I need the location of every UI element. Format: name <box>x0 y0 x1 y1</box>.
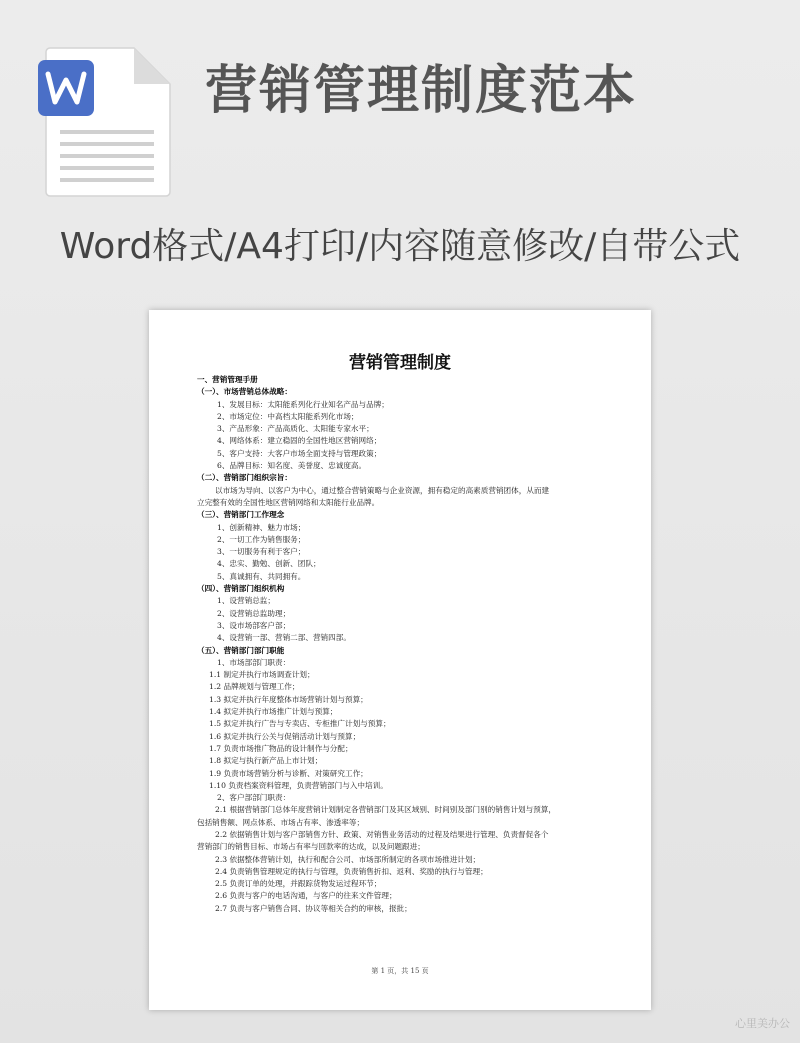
document-line: 3、产品形象：产品高质化、太阳能专家水平； <box>217 424 374 434</box>
section-heading: （四）、营销部门组织机构 <box>197 584 285 594</box>
document-line: 1.5 拟定并执行广告与专卖店、专柜推广计划与预算； <box>209 719 391 729</box>
section-heading: （一）、市场营销总体战略： <box>197 387 292 397</box>
document-line: 立完整有效的全国性地区营销网络和太阳能行业品牌。 <box>197 497 380 507</box>
watermark-text: 心里美办公 <box>735 1017 790 1030</box>
document-line: 2.4 负责销售管理规定的执行与管理，负责销售折扣、返利、奖励的执行与管理； <box>215 866 488 876</box>
document-line: 以市场为导向、以客户为中心，通过整合营销策略与企业资源，拥有稳定的高素质营销团体，从而建 <box>215 485 550 495</box>
document-line: 1、创新精神、魅力市场； <box>217 522 306 532</box>
page-subtitle: Word格式/A4打印/内容随意修改/自带公式 <box>59 226 741 267</box>
document-body <box>197 374 603 915</box>
page-number: 第 1 页，共 15 页 <box>371 967 429 975</box>
document-line: 1.6 拟定并执行公关与促销活动计划与预算； <box>209 731 361 741</box>
document-line: 2.1 根据营销部门总体年度营销计划制定各营销部门及其区域别、时间别及部门别的销售计划与预算， <box>215 805 557 815</box>
document-line: 5、真诚拥有、共同拥有。 <box>217 571 306 581</box>
document-line: 1.3 拟定并执行年度整体市场营销计划与预算； <box>209 694 368 704</box>
document-line: 1.4 拟定并执行市场推广计划与预算； <box>209 707 338 717</box>
document-line: 4、设营销一部、营销二部、营销四部。 <box>217 633 351 643</box>
section-heading: 一、营销管理手册 <box>197 375 258 384</box>
document-line: 3、一切服务有利于客户； <box>217 547 306 557</box>
section-heading: （五）、营销部门部门职能 <box>197 645 285 655</box>
document-line: 5、客户支持：大客户市场全面支持与管理政策； <box>217 448 382 458</box>
section-heading: （三）、营销部门工作理念 <box>197 510 285 520</box>
document-line: 6、品牌目标：知名度、美誉度、忠诚度高。 <box>217 461 367 471</box>
document-line: 营销部门的销售目标、市场占有率与回款率的达成，以及问题跟进； <box>197 842 425 852</box>
document-line: 1.2 品牌规划与管理工作； <box>209 682 300 692</box>
page-headline: 营销管理制度范本 <box>205 61 638 121</box>
document-line: 3、设市场部客户部； <box>217 620 291 630</box>
document-line: 1.1 制定并执行市场调查计划； <box>209 670 315 680</box>
document-line: 2、客户部部门职责： <box>217 793 291 803</box>
document-line: 2、市场定位：中高档太阳能系列化市场； <box>217 411 359 421</box>
document-line: 2.6 负责与客户的电话沟通，与客户的往来文件管理； <box>215 891 397 901</box>
document-line: 1.10 负责档案资料管理，负责营销部门与入中培训。 <box>209 780 388 790</box>
document-line: 2、一切工作为销售服务； <box>217 534 306 544</box>
document-line: 1、市场部部门职责： <box>217 657 291 667</box>
document-line: 2、设营销总监助理； <box>217 608 291 618</box>
document-line: 1、发展目标：太阳能系列化行业知名产品与品牌； <box>217 399 389 409</box>
document-line: 2.5 负责订单的处理，并跟踪货物发运过程环节； <box>215 879 382 889</box>
document-line: 2.7 负责与客户销售合同、协议等相关合约的审核，报批； <box>215 903 412 913</box>
document-line: 1.9 负责市场营销分析与诊断、对策研究工作； <box>209 768 368 778</box>
document-line: 1.7 负责市场推广物品的设计制作与分配； <box>209 743 353 753</box>
word-file-icon <box>38 44 174 200</box>
document-line: 2.3 依据整体营销计划，执行和配合公司、市场部所制定的各项市场推进计划； <box>215 854 481 864</box>
document-line: 4、忠实、勤勉、创新、团队； <box>217 559 321 569</box>
document-line: 1.8 拟定与执行新产品上市计划； <box>209 756 323 766</box>
document-title: 营销管理制度 <box>349 353 451 373</box>
document-line: 包括销售额、网点体系、市场占有率、渗透率等； <box>197 817 365 827</box>
section-heading: （二）、营销部门组织宗旨： <box>197 473 292 483</box>
document-line: 2.2 依据销售计划与客户部销售方针、政策、对销售业务活动的过程及结果进行管理、负责督促各个 <box>215 829 549 839</box>
document-line: 1、设营销总监； <box>217 596 275 606</box>
document-preview <box>149 310 651 1010</box>
document-line: 4、网络体系：建立稳固的全国性地区营销网络； <box>217 436 382 446</box>
